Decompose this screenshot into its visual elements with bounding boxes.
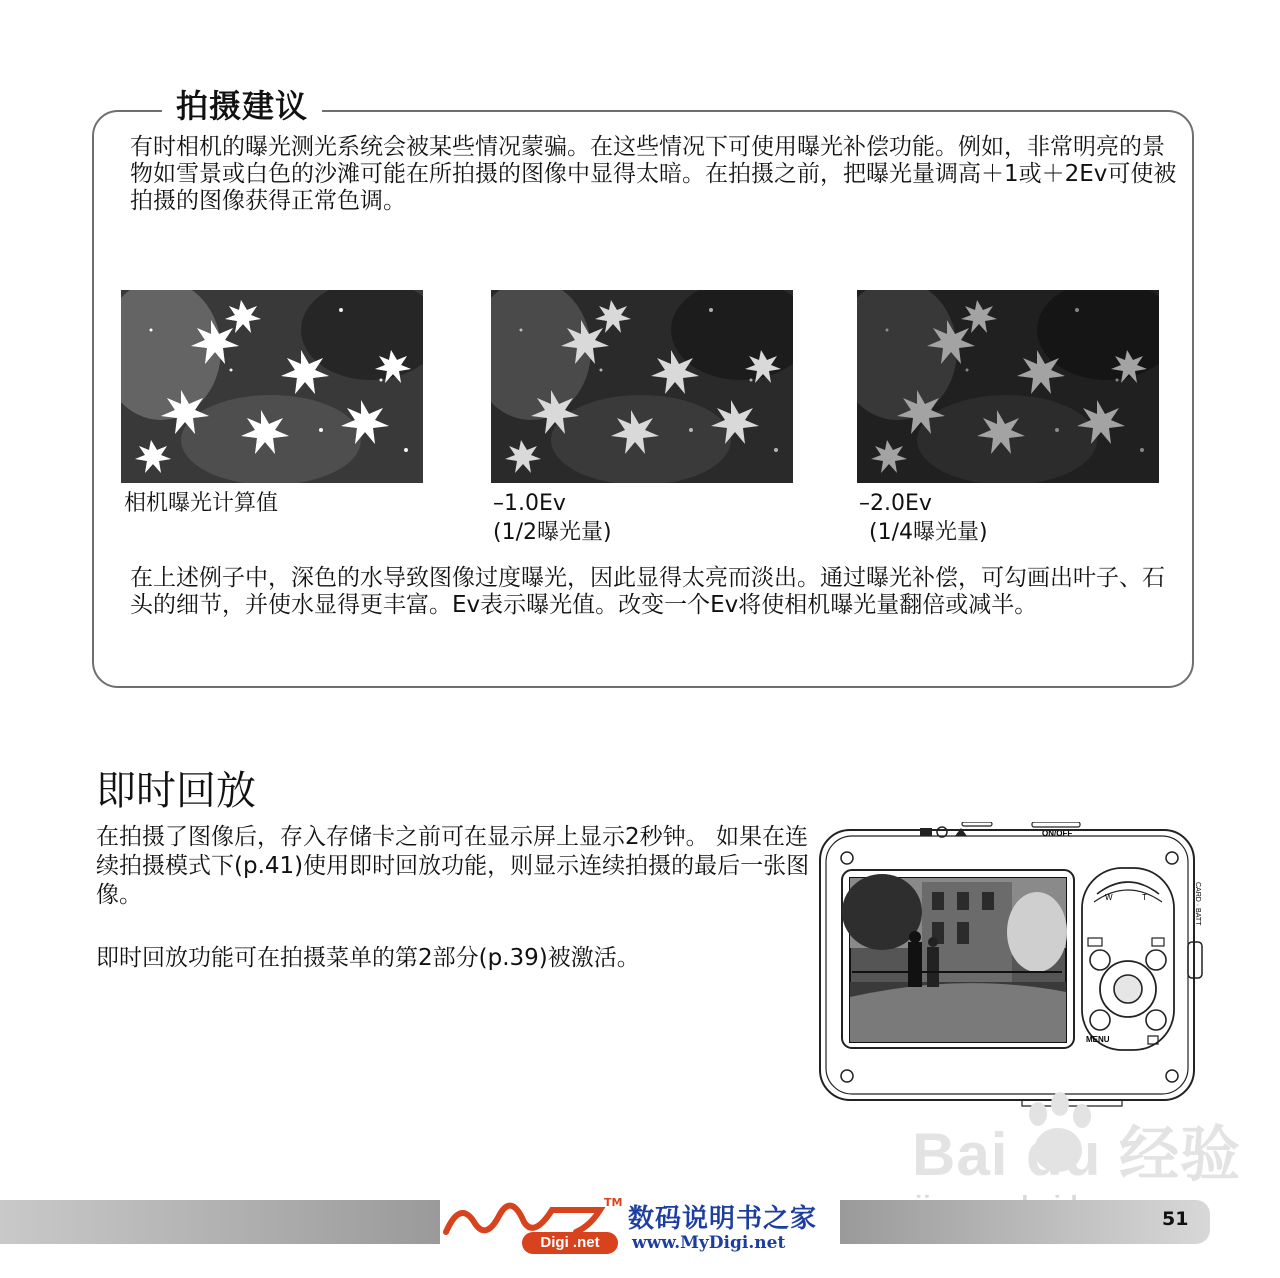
menu-label: MENU	[1086, 1035, 1110, 1044]
tips-paragraph-1: 有时相机的曝光测光系统会被某些情况蒙骗。在这些情况下可使用曝光补偿功能。例如，非常明亮的景物如雪景或白色的沙滩可能在所拍摄的图像中显得太暗。在拍摄之前，把曝光量调高＋1或＋2Ev可使被拍摄的图像获得正常色调。	[130, 134, 1177, 214]
display-button	[1146, 950, 1166, 970]
example-photo-minus-1ev	[491, 290, 793, 483]
footer-bar-left	[0, 1200, 440, 1244]
my-logo-mark	[446, 1206, 600, 1232]
leaf-photo-minus-2ev-image	[857, 290, 1159, 483]
tips-paragraph-2: 在上述例子中，深色的水导致图像过度曝光，因此显得太亮而淡出。通过曝光补偿，可勾画出叶子、石头的细节，并使水显得更丰富。Ev表示曝光值。改变一个Ev将使相机曝光量翻倍或减半。	[130, 565, 1165, 618]
card-batt-label: CARD · BATT	[1194, 882, 1201, 926]
page-number: 51	[1162, 1208, 1189, 1230]
display-mode-icon	[1152, 938, 1164, 946]
playback-button	[1090, 950, 1110, 970]
camera-back-illustration	[812, 822, 1204, 1112]
screw-icon	[841, 1070, 853, 1082]
leaf-photo-minus-1ev-image	[491, 290, 793, 483]
control-panel	[1082, 868, 1174, 1050]
caption-minus-1ev: –1.0Ev	[493, 491, 566, 516]
caption-camera-metered: 相机曝光计算值	[124, 491, 279, 516]
screw-icon	[841, 852, 853, 864]
delete-flash-button	[1146, 1010, 1166, 1030]
tips-title: 拍摄建议	[162, 84, 322, 128]
logo-url: www.MyDigi.net	[632, 1233, 786, 1253]
menu-button	[1090, 1010, 1110, 1030]
screw-icon	[1166, 852, 1178, 864]
example-photo-minus-2ev	[857, 290, 1159, 483]
section-paragraph-2: 即时回放功能可在拍摄菜单的第2部分(p.39)被激活。	[96, 945, 640, 971]
onoff-label: ON/OFF	[1042, 829, 1073, 838]
section-paragraph-1: 在拍摄了图像后，存入存储卡之前可在显示屏上显示2秒钟。 如果在连续拍摄模式下(p.41)使用即时回放功能，则显示连续拍摄的最后一张图像。	[96, 824, 810, 908]
leaf-photo-normal-image	[121, 290, 423, 483]
zoom-wide-label: W	[1105, 893, 1113, 902]
logo-chinese-name: 数码说明书之家	[628, 1204, 818, 1234]
caption-quarter-exposure: (1/4曝光量)	[869, 520, 988, 545]
baidu-watermark: Bai du 经验	[912, 1121, 1242, 1188]
playback-mode-icon	[1088, 938, 1102, 946]
power-button	[1032, 822, 1080, 827]
caption-minus-2ev: –2.0Ev	[859, 491, 932, 516]
footer-bar-right	[840, 1200, 1210, 1244]
center-button	[1114, 975, 1142, 1003]
section-title: 即时回放	[96, 768, 256, 814]
screw-icon	[1166, 1070, 1178, 1082]
digi-net-badge: Digi .net	[522, 1232, 618, 1254]
zoom-tele-label: T	[1142, 893, 1147, 902]
example-photo-normal	[121, 290, 423, 483]
caption-half-exposure: (1/2曝光量)	[493, 520, 612, 545]
shutter-edge	[962, 822, 992, 826]
trademark-mark: TM	[604, 1196, 623, 1209]
